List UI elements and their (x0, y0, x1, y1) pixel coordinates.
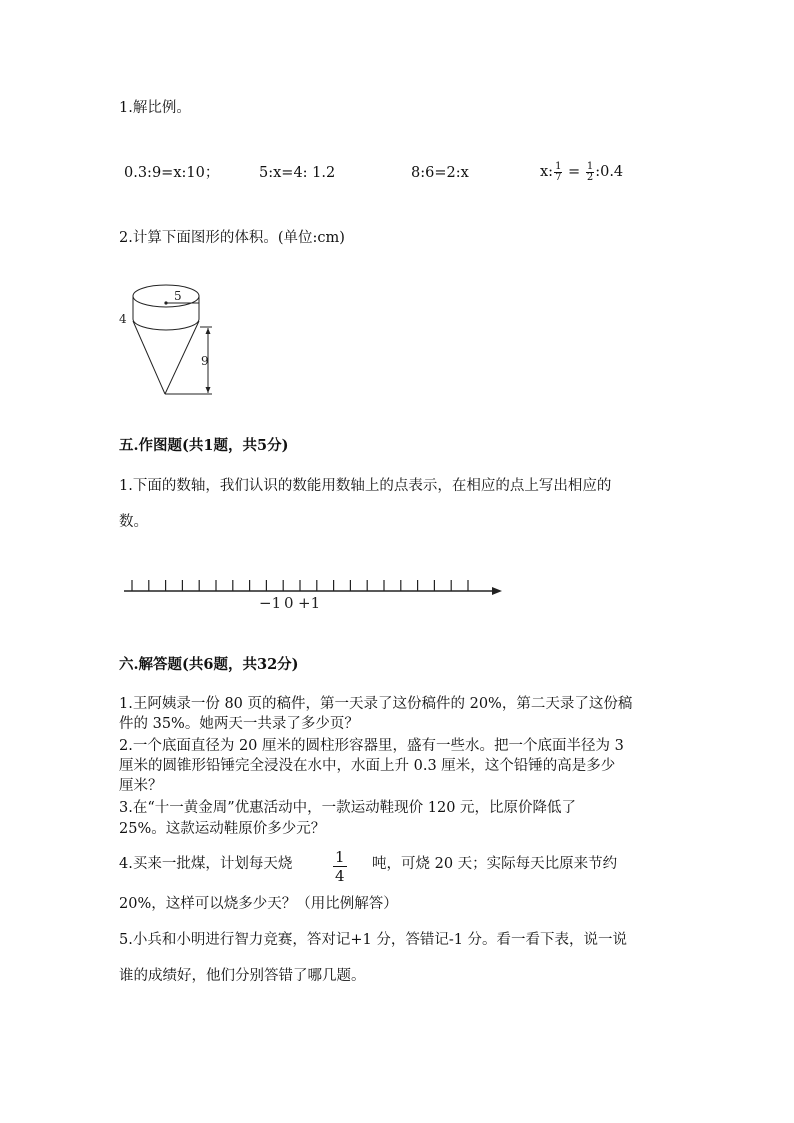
fraction-one-quarter: $\frac{1}{4}$ (335, 848, 345, 885)
equation-4-equals: = (563, 164, 585, 180)
question-6-4-part2: 吨，可烧 20 天；实际每天比原来节约 (372, 856, 618, 872)
question-6-2-line1: 2.一个底面直径为 20 厘米的圆柱形容器里，盛有一些水。把一个底面半径为 3 (119, 738, 624, 754)
label-positive-one: +1 (298, 594, 321, 612)
fraction-one-seventh: $\frac{1}{7}$ (555, 160, 562, 183)
equation-4-suffix: :0.4 (595, 164, 624, 180)
cylinder-cone-figure (112, 276, 222, 398)
question-6-1-line2: 件的 35%。她两天一共录了多少页？ (119, 716, 359, 732)
question-6-2-line3: 厘米？ (119, 778, 163, 794)
equation-2: 5:x=4: 1.2 (259, 165, 336, 181)
section-6-heading: 六.解答题(共6题，共32分) (119, 656, 299, 673)
equation-1: 0.3:9=x:10； (124, 165, 220, 181)
cylinder-height-label: 4 (119, 312, 127, 326)
question-6-5-line1: 5.小兵和小明进行智力竞赛，答对记+1 分，答错记-1 分。看一看下表，说一说 (119, 932, 628, 948)
question-6-3-line2: 25%。这款运动鞋原价多少元？ (119, 821, 326, 837)
question-number-line-line1: 1.下面的数轴，我们认识的数能用数轴上的点表示，在相应的点上写出相应的 (119, 478, 612, 494)
label-zero: 0 (284, 594, 294, 612)
cone-height-label: 9 (201, 354, 209, 368)
question-6-2-line2: 厘米的圆锥形铅锤完全浸没在水中，水面上升 0.3 厘米，这个铅锤的高是多少 (119, 758, 616, 774)
question-compute-volume: 2.计算下面图形的体积。(单位:cm) (119, 230, 345, 246)
label-negative-one: −1 (259, 594, 282, 612)
equation-4 (540, 160, 623, 184)
fraction-one-half: $\frac{1}{2}$ (586, 160, 594, 183)
radius-label: 5 (174, 289, 182, 303)
question-6-1-line1: 1.王阿姨录一份 80 页的稿件，第一天录了这份稿件的 20%，第二天录了这份稿 (119, 696, 633, 712)
question-6-4-line2: 20%，这样可以烧多少天？（用比例解答） (119, 896, 398, 912)
question-6-5-line2: 谁的成绩好，他们分别答错了哪几题。 (119, 968, 366, 984)
question-number-line-line2: 数。 (119, 514, 148, 530)
question-6-4-part1: 4.买来一批煤，计划每天烧 (119, 856, 293, 872)
equation-4-prefix: x: (540, 164, 554, 180)
number-line (118, 572, 508, 614)
section-5-heading: 五.作图题(共1题，共5分) (119, 437, 289, 454)
question-6-3-line1: 3.在“十一黄金周”优惠活动中，一款运动鞋现价 120 元，比原价降低了 (119, 800, 577, 816)
equation-3: 8:6=2:x (411, 165, 469, 181)
question-solve-proportion: 1.解比例。 (119, 100, 191, 116)
